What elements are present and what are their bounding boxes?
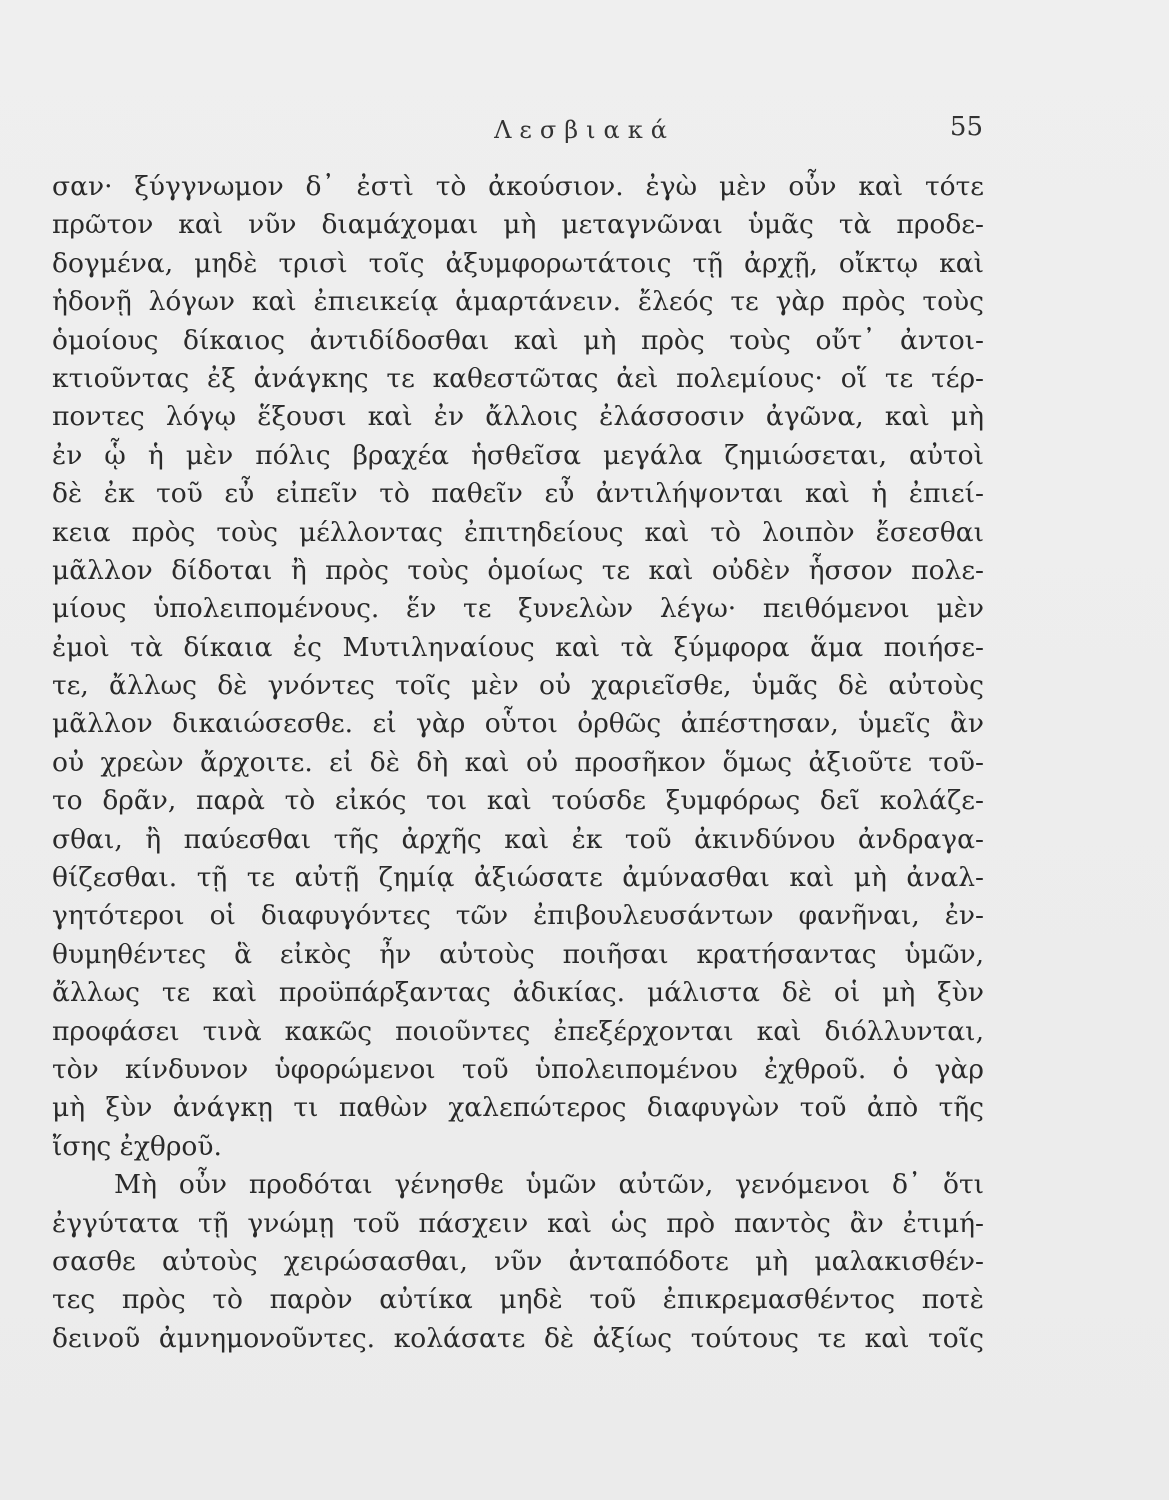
text-line: τες πρὸς τὸ παρὸν αὐτίκα μηδὲ τοῦ ἐπικρεμασθέντος ποτὲ xyxy=(52,1284,984,1316)
text-line: κεια πρὸς τοὺς μέλλοντας ἐπιτηδείους καὶ τὸ λοιπὸν ἔσεσθαι xyxy=(52,516,984,548)
running-head xyxy=(0,112,1169,152)
page-number: 55 xyxy=(949,112,983,142)
paragraph-start-line: Μὴ οὖν προδόται γένησθε ὑμῶν αὐτῶν, γενόμενοι δ᾽ ὅτι xyxy=(114,1169,984,1201)
text-line: σθαι, ἢ παύεσθαι τῆς ἀρχῆς καὶ ἐκ τοῦ ἀκινδύνου ἀνδραγα- xyxy=(52,823,984,855)
text-line: σασθε αὐτοὺς χειρώσασθαι, νῦν ἀνταπόδοτε μὴ μαλακισθέν- xyxy=(52,1245,984,1277)
text-line: το δρᾶν, παρὰ τὸ εἰκός τοι καὶ τούσδε ξυμφόρως δεῖ κολάζε- xyxy=(52,785,984,817)
text-line: ἡδονῇ λόγων καὶ ἐπιεικείᾳ ἁμαρτάνειν. ἔλεός τε γὰρ πρὸς τοὺς xyxy=(52,286,984,318)
text-line: δεινοῦ ἀμνημονοῦντες. κολάσατε δὲ ἀξίως τούτους τε καὶ τοῖς xyxy=(52,1322,984,1354)
text-line: μᾶλλον δίδοται ἢ πρὸς τοὺς ὁμοίως τε καὶ οὐδὲν ἧσσον πολε- xyxy=(52,554,984,586)
text-line: ἐν ᾧ ἡ μὲν πόλις βραχέα ἡσθεῖσα μεγάλα ζημιώσεται, αὐτοὶ xyxy=(52,439,984,471)
text-line: οὐ χρεὼν ἄρχοιτε. εἰ δὲ δὴ καὶ οὐ προσῆκον ὅμως ἀξιοῦτε τοῦ- xyxy=(52,746,984,778)
paragraph-end-line: ἴσης ἐχθροῦ. xyxy=(52,1130,222,1162)
text-line: ἐμοὶ τὰ δίκαια ἐς Μυτιληναίους καὶ τὰ ξύμφορα ἅμα ποιήσε- xyxy=(52,631,984,663)
text-line: μὴ ξὺν ἀνάγκῃ τι παθὼν χαλεπώτερος διαφυγὼν τοῦ ἀπὸ τῆς xyxy=(52,1092,984,1124)
text-line: δογμένα, μηδὲ τρισὶ τοῖς ἀξυμφορωτάτοις τῇ ἀρχῇ, οἴκτῳ καὶ xyxy=(52,247,984,279)
text-line: ὁμοίους δίκαιος ἀντιδίδοσθαι καὶ μὴ πρὸς τοὺς οὔτ᾽ ἀντοι- xyxy=(52,324,984,356)
text-line: προφάσει τινὰ κακῶς ποιοῦντες ἐπεξέρχονται καὶ διόλλυνται, xyxy=(52,1015,984,1047)
text-line: ποντες λόγῳ ἕξουσι καὶ ἐν ἄλλοις ἐλάσσοσιν ἀγῶνα, καὶ μὴ xyxy=(52,401,984,433)
text-line: ἄλλως τε καὶ προϋπάρξαντας ἀδικίας. μάλιστα δὲ οἱ μὴ ξὺν xyxy=(52,977,984,1009)
text-line: σαν· ξύγγνωμον δ᾽ ἐστὶ τὸ ἀκούσιον. ἐγὼ μὲν οὖν καὶ τότε xyxy=(52,171,984,202)
text-line: κτιοῦντας ἐξ ἀνάγκης τε καθεστῶτας ἀεὶ πολεμίους· οἵ τε τέρ- xyxy=(52,362,984,394)
text-line: γητότεροι οἱ διαφυγόντες τῶν ἐπιβουλευσάντων φανῆναι, ἐν- xyxy=(52,900,984,932)
text-line: πρῶτον καὶ νῦν διαμάχομαι μὴ μεταγνῶναι ὑμᾶς τὰ προδε- xyxy=(52,209,984,241)
body-text xyxy=(52,168,984,1358)
text-line: δὲ ἐκ τοῦ εὖ εἰπεῖν τὸ παθεῖν εὖ ἀντιλήψονται καὶ ἡ ἐπιεί- xyxy=(52,478,984,510)
running-title: Λεσβιακά xyxy=(494,116,675,144)
text-line: τὸν κίνδυνον ὑφορώμενοι τοῦ ὑπολειπομένου ἐχθροῦ. ὁ γὰρ xyxy=(52,1053,984,1085)
text-line: ἐγγύτατα τῇ γνώμῃ τοῦ πάσχειν καὶ ὡς πρὸ παντὸς ἂν ἐτιμή- xyxy=(52,1207,984,1239)
text-line: θυμηθέντες ἃ εἰκὸς ἦν αὐτοὺς ποιῆσαι κρατήσαντας ὑμῶν, xyxy=(52,938,984,970)
text-line: μίους ὑπολειπομένους. ἕν τε ξυνελὼν λέγω· πειθόμενοι μὲν xyxy=(52,593,984,625)
text-line: μᾶλλον δικαιώσεσθε. εἰ γὰρ οὗτοι ὀρθῶς ἀπέστησαν, ὑμεῖς ἂν xyxy=(52,708,984,740)
text-line: θίζεσθαι. τῇ τε αὐτῇ ζημίᾳ ἀξιώσατε ἀμύνασθαι καὶ μὴ ἀναλ- xyxy=(52,862,984,894)
text-line: τε, ἄλλως δὲ γνόντες τοῖς μὲν οὐ χαριεῖσθε, ὑμᾶς δὲ αὐτοὺς xyxy=(52,670,984,702)
